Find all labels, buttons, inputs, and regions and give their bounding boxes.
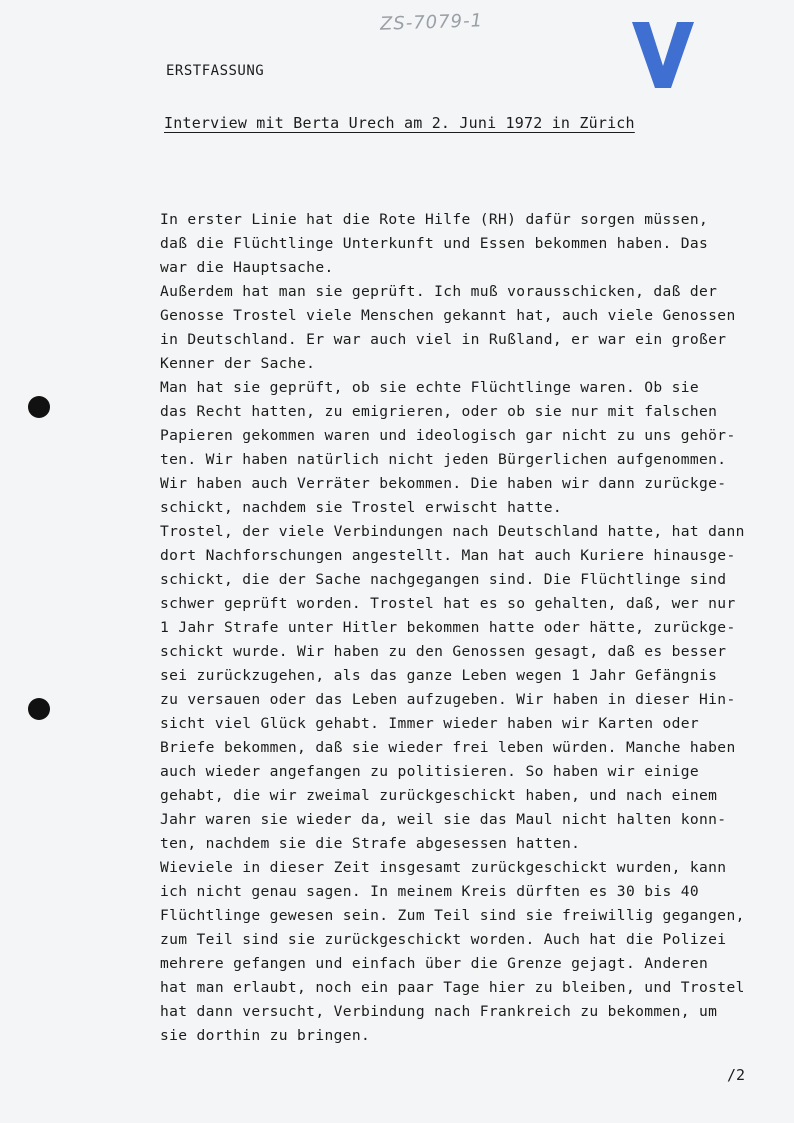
punch-hole-top xyxy=(28,396,50,418)
body-line: Genosse Trostel viele Menschen gekannt hat, auch viele Genossen xyxy=(160,307,736,324)
body-line: zu versauen oder das Leben aufzugeben. Wir haben in dieser Hin- xyxy=(160,691,736,708)
body-line: schickt, nachdem sie Trostel erwischt hatte. xyxy=(160,499,562,516)
body-line: schickt wurde. Wir haben zu den Genossen gesagt, daß es besser xyxy=(160,643,727,660)
body-line: zum Teil sind sie zurückgeschickt worden. Auch hat die Polizei xyxy=(160,931,727,948)
body-line: sei zurückzugehen, als das ganze Leben wegen 1 Jahr Gefängnis xyxy=(160,667,718,684)
body-line: sie dorthin zu bringen. xyxy=(160,1027,371,1044)
body-line: mehrere gefangen und einfach über die Grenze gejagt. Anderen xyxy=(160,955,709,972)
body-line: Briefe bekommen, daß sie wieder frei leben würden. Manche haben xyxy=(160,739,736,756)
body-line: Flüchtlinge gewesen sein. Zum Teil sind sie freiwillig gegangen, xyxy=(160,907,745,924)
body-line: Kenner der Sache. xyxy=(160,355,316,372)
v-stamp-icon xyxy=(632,22,694,88)
body-line: Jahr waren sie wieder da, weil sie das Maul nicht halten konn- xyxy=(160,811,727,828)
punch-hole-bottom xyxy=(28,698,50,720)
body-line: hat man erlaubt, noch ein paar Tage hier zu bleiben, und Trostel xyxy=(160,979,745,996)
body-line: war die Hauptsache. xyxy=(160,259,334,276)
page-number: /2 xyxy=(727,1066,746,1084)
body-line: gehabt, die wir zweimal zurückgeschickt haben, und nach einem xyxy=(160,787,718,804)
body-line: schwer geprüft worden. Trostel hat es so gehalten, daß, wer nur xyxy=(160,595,736,612)
document-title: Interview mit Berta Urech am 2. Juni 1972 in Zürich xyxy=(164,114,635,132)
body-line: hat dann versucht, Verbindung nach Frankreich zu bekommen, um xyxy=(160,1003,718,1020)
body-line: In erster Linie hat die Rote Hilfe (RH) dafür sorgen müssen, xyxy=(160,211,709,228)
body-line: auch wieder angefangen zu politisieren. So haben wir einige xyxy=(160,763,700,780)
body-line: dort Nachforschungen angestellt. Man hat auch Kuriere hinausge- xyxy=(160,547,736,564)
body-line: Papieren gekommen waren und ideologisch gar nicht zu uns gehör- xyxy=(160,427,736,444)
body-line: das Recht hatten, zu emigrieren, oder ob sie nur mit falschen xyxy=(160,403,718,420)
document-body xyxy=(160,208,782,1048)
body-line: Trostel, der viele Verbindungen nach Deutschland hatte, hat dann xyxy=(160,523,745,540)
body-line: schickt, die der Sache nachgegangen sind. Die Flüchtlinge sind xyxy=(160,571,727,588)
archive-mark: ZS-7079-1 xyxy=(379,10,484,35)
body-line: Außerdem hat man sie geprüft. Ich muß vorausschicken, daß der xyxy=(160,283,718,300)
body-line: ten, nachdem sie die Strafe abgesessen hatten. xyxy=(160,835,581,852)
body-line: ten. Wir haben natürlich nicht jeden Bürgerlichen aufgenommen. xyxy=(160,451,727,468)
body-line: ich nicht genau sagen. In meinem Kreis dürften es 30 bis 40 xyxy=(160,883,700,900)
body-line: daß die Flüchtlinge Unterkunft und Essen bekommen haben. Das xyxy=(160,235,709,252)
body-line: Man hat sie geprüft, ob sie echte Flüchtlinge waren. Ob sie xyxy=(160,379,700,396)
body-line: Wieviele in dieser Zeit insgesamt zurückgeschickt wurden, kann xyxy=(160,859,727,876)
body-line: 1 Jahr Strafe unter Hitler bekommen hatte oder hätte, zurückge- xyxy=(160,619,736,636)
body-line: sicht viel Glück gehabt. Immer wieder haben wir Karten oder xyxy=(160,715,700,732)
body-line: in Deutschland. Er war auch viel in Rußland, er war ein großer xyxy=(160,331,727,348)
document-heading: ERSTFASSUNG xyxy=(166,63,265,79)
body-line: Wir haben auch Verräter bekommen. Die haben wir dann zurückge- xyxy=(160,475,727,492)
